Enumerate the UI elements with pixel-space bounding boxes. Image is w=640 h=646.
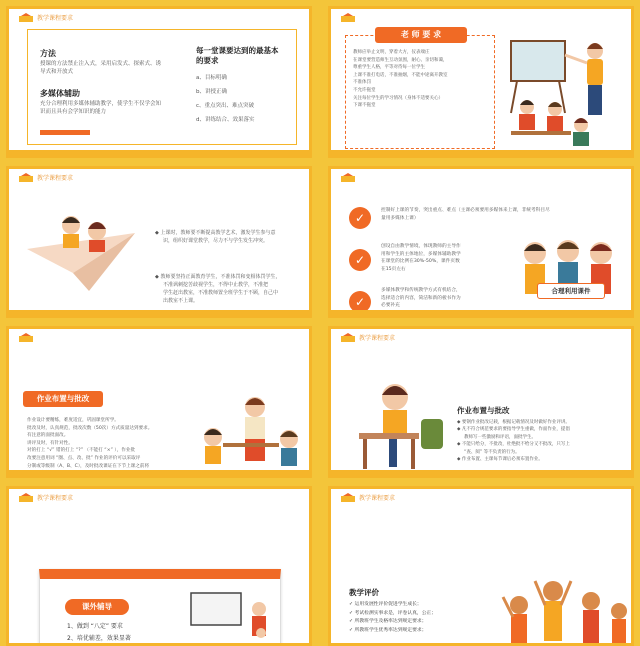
slide-header: [341, 13, 355, 22]
list-item: d、讲练结合、效果落实: [196, 117, 255, 123]
list-item: 教师应举止文明，穿着大方，仪表端庄: [353, 50, 430, 55]
evaluation-list: ✓ 运用发展性评价促进学生成长； ✓ 考试检测实事求是，评卷认真，公正； ✓ 所教班学生及格率达到规定要求； ✓ 所教班学生优秀率达到规定要求；: [349, 602, 437, 633]
teacher-requirements-list: [353, 49, 493, 110]
list-item: 关注每位学生的学习情况（身体不适要关心）: [353, 95, 443, 101]
logo-icon: [341, 13, 355, 22]
tutoring-title: 课外辅导: [65, 599, 129, 615]
slide-7-tutoring[interactable]: [6, 486, 312, 646]
evaluation-title: 教学评价: [349, 588, 379, 597]
conduct-paragraph-2: ◆ 教师要坚持正面教育学生，不准体罚和变相体罚学生， 不准讽刺挖苦歧视学生，不得中止教学，不准把 学生赶出教室，不准教师置全班学生于不顾，自己中 出教室不上课。: [155, 274, 281, 304]
list-item: 上课不准打电话，不准抽烟，不能中途离开教室: [353, 72, 448, 78]
slide-header: 教学课程要求: [19, 493, 73, 502]
slide-header: 教学课程要求: [341, 333, 395, 342]
slide-3-classroom-conduct[interactable]: [6, 166, 312, 318]
conduct-paragraph-1: ◆ 上课时，教师要不断提高教学艺术，激发学生参与意 识，组织好课堂教学，尽力不与学生发生冲突。: [155, 230, 276, 244]
bottom-stripe: [9, 150, 309, 155]
slide-4-courseware[interactable]: [328, 166, 634, 318]
check-icon: ✓: [349, 207, 371, 229]
bottom-stripe: [331, 150, 631, 155]
student-at-desk-illustration: [349, 375, 453, 473]
list-item: a、目标明确: [196, 75, 227, 81]
method-text: 授课的方法禁止注入式，采用启发式、探索式、诱 导式和开放式: [40, 61, 162, 75]
slide-header: 教学课程要求: [19, 13, 73, 22]
homework-grading-list: ◆ 要钢作业批改记载，根据记载情况及时做好作业评讲。 ◆ 凡不符合规范要求的要指导学生重做，作面作业，提倡 教师写一些激励和评语，面批学生。 ◆ 不能只给分，不批改，杜绝批不给分又不批改，只写上 “查、阅” 等不负责的行为。 ◆ 作业布置、主课每节课后必须布置作业。: [457, 420, 570, 463]
teacher-with-students-illustration: [193, 393, 307, 475]
logo-icon: [19, 333, 33, 342]
list-item: b、讲授正确: [196, 89, 227, 95]
slide-1-methods[interactable]: [6, 6, 312, 158]
method-title: 方法: [40, 49, 56, 58]
logo-icon: [19, 493, 33, 502]
homework-lines: 作业设计要精练，难度适宜，巩固课堂所学。 批改及时，认真规范，批改次数（50次）方式质量达到要求。 有注意的面批面改。 讲评及时，有针对性。 对的打上 “√” 错的打上 “?” （不能打 “×” ），作业批 改要注意用词 “圈、点、改、批” 作业的评价可以采取评 分制或等级制（A、B、C），及时批改课证在下节上课之前将: [27, 418, 153, 469]
teacher-with-board-illustration: [497, 33, 625, 149]
homework-title: 作业布置与批改: [23, 391, 103, 407]
bottom-stripe: [331, 310, 631, 315]
bottom-stripe: [9, 470, 309, 475]
list-item: 1、做到 “八定” 要求: [67, 623, 123, 630]
courseware-point-2: 创设自由教学情境，体现教师的主导作 用和学生的主体地位，多媒体辅助教学 在课堂的比例在30%-50%，课件页数 在15页左右: [381, 244, 461, 272]
slide-header: 教学课程要求: [341, 493, 395, 502]
courseware-point-1: 控制好上课的节奏，突出重点、难点（主课必须要用多媒体来上课，非统考科目尽 量用多媒体上课）: [381, 208, 550, 221]
homework-grading-title: 作业布置与批改: [457, 406, 510, 415]
list-item: 下课不拖堂: [353, 103, 376, 109]
logo-icon: [341, 493, 355, 502]
list-item: 不准体罚: [353, 80, 371, 86]
kids-on-paper-plane-illustration: [23, 199, 143, 299]
slide-8-evaluation[interactable]: [328, 486, 634, 646]
check-icon: ✓: [349, 291, 371, 313]
media-title: 多媒体辅助: [40, 89, 80, 98]
list-item: 在课堂要营造师生互动氛围，耐心、亲切和蔼，: [353, 57, 448, 63]
slide-5-homework[interactable]: [6, 326, 312, 478]
slide-2-teacher-requirements[interactable]: [328, 6, 634, 158]
classroom-board-illustration: [189, 589, 275, 643]
media-text: 充分合理利用多媒体辅助教学，使学生不仅学会知 识而且具有会学知识的能力: [40, 101, 162, 115]
bottom-stripe: [9, 310, 309, 315]
list-item: 2、培优辅差，效果显著: [67, 635, 131, 642]
teacher-requirements-banner: 老 师 要 求: [375, 27, 467, 43]
tutoring-list: [67, 621, 131, 645]
slide-6-homework-grading[interactable]: [328, 326, 634, 478]
list-item: 不允许拖堂: [353, 87, 376, 93]
list-item: 尊重学生人格，平等对待每一位学生: [353, 65, 425, 71]
slide-header: 教学课程要求: [19, 173, 73, 182]
orange-bar: [40, 130, 90, 135]
bottom-stripe: [331, 470, 631, 475]
logo-icon: [341, 173, 355, 182]
logo-icon: [341, 333, 355, 342]
check-icon: ✓: [349, 249, 371, 271]
requirements-title: 每一堂课要达到的最基本 的要求: [196, 46, 279, 65]
list-item: c、重点突出、难点突破: [196, 103, 255, 109]
logo-icon: [19, 13, 33, 22]
methods-card: [27, 29, 297, 145]
slide-header: [341, 173, 355, 182]
celebrating-kids-illustration: [495, 575, 631, 645]
logo-icon: [19, 173, 33, 182]
requirements-list: [196, 74, 255, 130]
courseware-point-3: 多媒体教学和传统教学方式有机结合， 选择适合的内容，简洁和新的板书作为 必要补充: [381, 288, 461, 308]
slide-header: [19, 333, 33, 342]
courseware-tag: 合理利用课件: [537, 283, 605, 299]
